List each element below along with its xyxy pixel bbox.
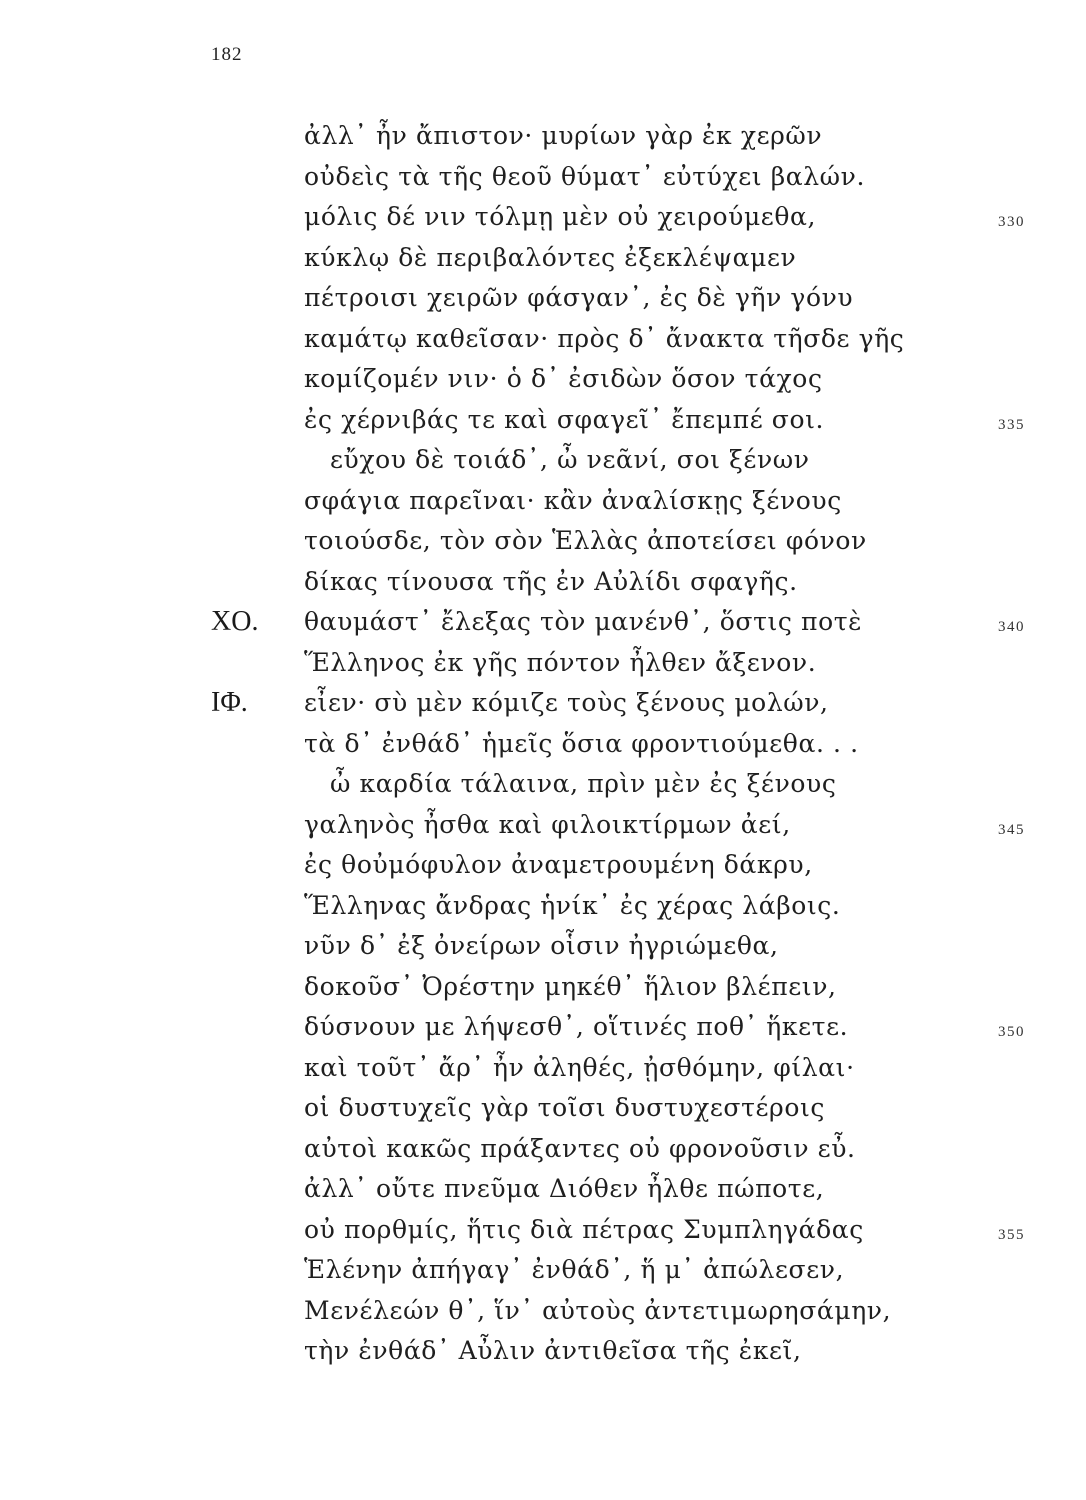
verse-text: καὶ τοῦτ᾽ ἄρ᾽ ἦν ἀληθές, ᾐσθόμην, φίλαι· <box>304 1052 855 1082</box>
verse-text: τὴν ἐνθάδ᾽ Αὖλιν ἀντιθεῖσα τῆς ἐκεῖ, <box>304 1336 802 1365</box>
line-number: 350 <box>998 1024 1025 1040</box>
verse-text: οὐδεὶς τὰ τῆς θεοῦ θύματ᾽ εὐτύχει βαλών. <box>304 161 866 191</box>
verse-text: οὐ πορθμίς, ἥτις διὰ πέτρας Συμπληγάδας <box>304 1214 864 1244</box>
verse-text: οἱ δυστυχεῖς γὰρ τοῖσι δυστυχεστέροις <box>304 1093 826 1122</box>
verse-line <box>0 602 1086 643</box>
verse-line <box>0 764 1086 805</box>
verse-line <box>0 967 1086 1008</box>
verse-text: ὦ καρδία τάλαινα, πρὶν μὲν ἐς ξένους <box>330 769 837 798</box>
verse-line <box>0 724 1086 765</box>
verse-line <box>0 197 1086 238</box>
verse-text: δίκας τίνουσα τῆς ἐν Αὐλίδι σφαγῆς. <box>304 566 798 596</box>
verse-text: τοιούσδε, τὸν σὸν Ἑλλὰς ἀποτείσει φόνον <box>304 526 867 555</box>
verse-line <box>0 562 1086 603</box>
verse-line <box>0 845 1086 886</box>
verse-text: ἐς χέρνιβάς τε καὶ σφαγεῖ᾽ ἔπεμπέ σοι. <box>304 404 825 434</box>
verse-line <box>0 521 1086 562</box>
verse-text: αὐτοὶ κακῶς πράξαντες οὐ φρονοῦσιν εὖ. <box>304 1133 856 1163</box>
verse-text: κομίζομέν νιν· ὁ δ᾽ ἐσιδὼν ὅσον τάχος <box>304 364 823 393</box>
verse-block <box>0 116 1086 1372</box>
verse-line <box>0 1007 1086 1048</box>
verse-line <box>0 238 1086 279</box>
verse-text: μόλις δέ νιν τόλμῃ μὲν οὐ χειρούμεθα, <box>304 202 817 231</box>
verse-line <box>0 643 1086 684</box>
line-number: 345 <box>998 821 1025 838</box>
verse-text: γαληνὸς ἦσθα καὶ φιλοικτίρμων ἀεί, <box>304 809 791 839</box>
verse-line <box>0 400 1086 441</box>
verse-text: κύκλῳ δὲ περιβαλόντες ἐξεκλέψαμεν <box>304 242 797 272</box>
verse-text: ἀλλ᾽ ἦν ἄπιστον· μυρίων γὰρ ἐκ χερῶν <box>304 121 823 150</box>
verse-text: τὰ δ᾽ ἐνθάδ᾽ ἡμεῖς ὅσια φροντιούμεθα. . . <box>304 728 859 758</box>
verse-line <box>0 157 1086 198</box>
verse-text: εἶεν· σὺ μὲν κόμιζε τοὺς ξένους μολών, <box>304 688 829 717</box>
verse-line <box>0 1250 1086 1291</box>
page-number: 182 <box>211 44 243 65</box>
verse-line <box>0 319 1086 360</box>
verse-line <box>0 1210 1086 1251</box>
verse-text: θαυμάστ᾽ ἔλεξας τὸν μανένθ᾽, ὅστις ποτὲ <box>304 607 863 636</box>
line-number: 330 <box>998 214 1025 230</box>
verse-text: πέτροισι χειρῶν φάσγαν᾽, ἐς δὲ γῆν γόνυ <box>304 283 854 312</box>
verse-text: νῦν δ᾽ ἐξ ὀνείρων οἷσιν ἠγριώμεθα, <box>304 931 779 960</box>
verse-line <box>0 926 1086 967</box>
verse-line <box>0 481 1086 522</box>
verse-text: ἐς θοὐμόφυλον ἀναμετρουμένη δάκρυ, <box>304 850 813 879</box>
verse-text: Ἕλληνας ἄνδρας ἡνίκ᾽ ἐς χέρας λάβοις. <box>304 890 841 920</box>
verse-text: Μενέλεών θ᾽, ἵν᾽ αὐτοὺς ἀντετιμωρησάμην, <box>304 1295 892 1325</box>
verse-text: ἀλλ᾽ οὔτε πνεῦμα Διόθεν ἦλθε πώποτε, <box>304 1174 825 1203</box>
line-number: 335 <box>998 416 1025 433</box>
verse-text: δοκοῦσ᾽ Ὀρέστην μηκέθ᾽ ἥλιον βλέπειν, <box>304 971 837 1001</box>
verse-text: Ἑλένην ἀπήγαγ᾽ ἐνθάδ᾽, ἥ μ᾽ ἀπώλεσεν, <box>304 1255 845 1284</box>
speaker-label: ΧΟ. <box>211 606 259 637</box>
verse-text: εὔχου δὲ τοιάδ᾽, ὦ νεᾶνί, σοι ξένων <box>330 445 810 474</box>
verse-line <box>0 1129 1086 1170</box>
verse-line <box>0 1291 1086 1332</box>
speaker-label: ΙΦ. <box>211 687 248 718</box>
line-number: 355 <box>998 1226 1025 1243</box>
verse-text: Ἕλληνος ἐκ γῆς πόντον ἦλθεν ἄξενον. <box>304 647 817 677</box>
verse-line <box>0 683 1086 724</box>
verse-line <box>0 1088 1086 1129</box>
line-number: 340 <box>998 619 1025 635</box>
verse-line <box>0 1331 1086 1372</box>
verse-line <box>0 359 1086 400</box>
verse-text: δύσνουν με λήψεσθ᾽, οἵτινές ποθ᾽ ἥκετε. <box>304 1012 849 1041</box>
verse-line <box>0 278 1086 319</box>
verse-line <box>0 1048 1086 1089</box>
verse-text: καμάτῳ καθεῖσαν· πρὸς δ᾽ ἄνακτα τῆσδε γῆς <box>304 323 905 353</box>
verse-line <box>0 1169 1086 1210</box>
verse-line <box>0 116 1086 157</box>
verse-line <box>0 886 1086 927</box>
verse-line <box>0 805 1086 846</box>
verse-text: σφάγια παρεῖναι· κἂν ἀναλίσκῃς ξένους <box>304 485 842 515</box>
verse-line <box>0 440 1086 481</box>
